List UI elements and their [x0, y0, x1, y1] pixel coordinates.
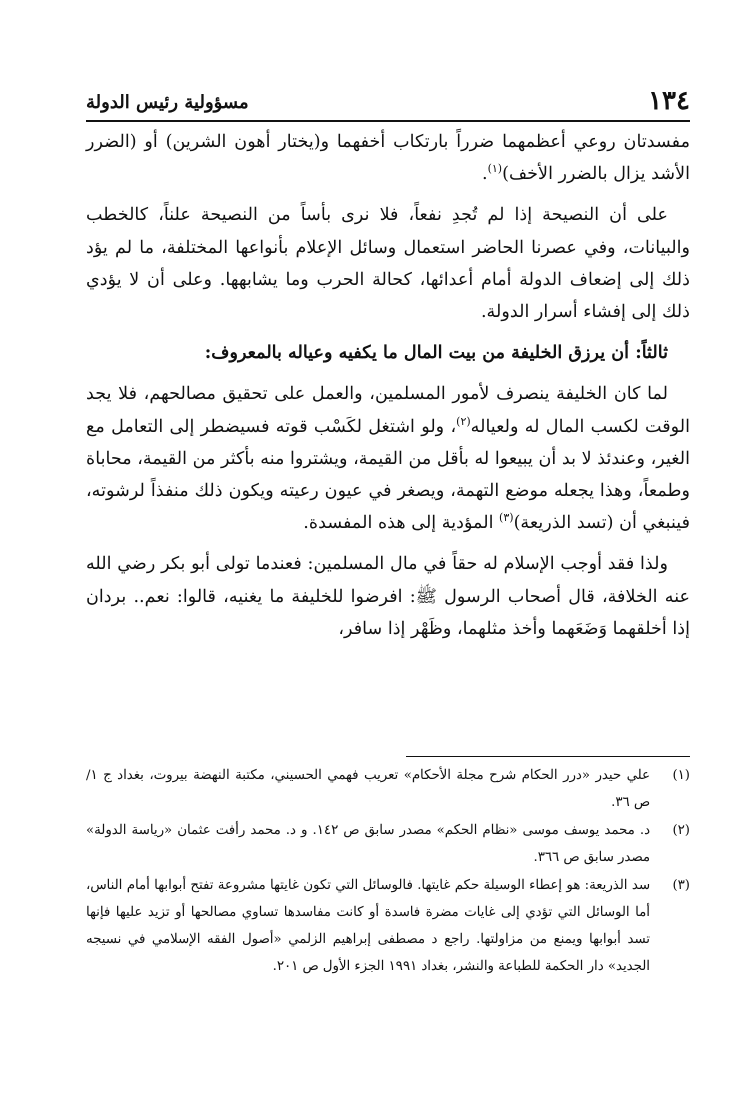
footnote-ref: (١): [487, 162, 503, 176]
running-title: مسؤولية رئيس الدولة: [86, 92, 249, 113]
footnote-text: علي حيدر «درر الحكام شرح مجلة الأحكام» تعريب فهمي الحسيني، مكتبة النهضة بيروت، بغداد ج ١/ ص ٣٦.: [86, 768, 650, 810]
paragraph: [86, 378, 690, 539]
section-heading: [86, 337, 690, 369]
footnote: [86, 762, 690, 816]
paragraph-text: مفسدتان روعي أعظمهما ضرراً بارتكاب أخفهما و(يختار أهون الشرين) أو (الضرر الأشد يزال بالضرر الأخف): [86, 132, 690, 185]
footnote-text: سد الذريعة: هو إعطاء الوسيلة حكم غايتها. فالوسائل التي تكون غايتها مشروعة تفتح أبوابها أمام الناس، أما الوسائل التي تؤدي إلى غايات مضرة فاسدة أو كانت مفاسدها تساوي مصالحها أو تزيد عليها فإنها تسد أبوابها ويمنع من مزاولتها. راجع د مصطفى إبراهيم الزلمي «أصول الفقه الإسلامي في نسيجه الجديد» دار الحكمة للطباعة والنشر، بغداد ١٩٩١ الجزء الأول ص ٢٠١.: [86, 878, 650, 974]
paragraph-text: ، ولو اشتغل لكَسْب قوته فسيضطر إلى التعامل مع الغير، وعندئذ لا بد أن يبيعوا له بأقل من القيمة، ويشتروا منه بأكثر من القيمة، محاباة وطمعاً، وهذا يجعله موضع التهمة، ويصغر في عيون رعيته ويكون ذلك منفذاً لرشوته، فينبغي أن (تسد الذريعة): [86, 416, 690, 534]
footnotes: [86, 762, 690, 981]
heading-text: أن يرزق الخليفة من بيت المال ما يكفيه وعياله بالمعروف:: [204, 342, 630, 364]
paragraph-end: .: [481, 164, 488, 185]
page-header: [86, 84, 690, 122]
paragraph: [86, 126, 690, 190]
footnote-text: د. محمد يوسف موسى «نظام الحكم» مصدر سابق ص ١٤٢. و د. محمد رأفت عثمان «رياسة الدولة» مصدر سابق ص ٣٦٦.: [86, 823, 650, 865]
paragraph-text: لما كان الخليفة ينصرف لأمور المسلمين، والعمل على تحقيق مصالحهم، فلا يجد الوقت لكسب المال له ولعياله: [86, 384, 690, 437]
footnote: [86, 817, 690, 871]
main-text: [86, 126, 690, 654]
paragraph: على أن النصيحة إذا لم تُجدِ نفعاً، فلا نرى بأساً من النصيحة علناً، كالخطب والبيانات، وفي عصرنا الحاضر استعمال وسائل الإعلام بأنواعها المختلفة، ما لم يؤد ذلك إلى إضعاف الدولة أمام أعدائها، كحالة الحرب وما يشابهها. وعلى أن لا يؤدي ذلك إلى إفشاء أسرار الدولة.: [86, 205, 690, 323]
footnote-ref: (٢): [456, 414, 471, 428]
footnote-number: (٢): [672, 823, 690, 838]
footnote-number: (٣): [672, 878, 690, 893]
paragraph-text: المؤدية إلى هذه المفسدة.: [303, 513, 500, 534]
footnote-divider: [406, 756, 690, 757]
footnote-number: (١): [672, 768, 690, 783]
paragraph: ولذا فقد أوجب الإسلام له حقاً في مال المسلمين: فعندما تولى أبو بكر رضي الله عنه الخلافة، قال أصحاب الرسول ﷺ: افرضوا للخليفة ما يغنيه، قالوا: نعم.. بردان إذا أخلقهما وَضَعَهما وأخذ مثلهما، وظَهْر إذا سافر،: [86, 554, 690, 639]
page-number: ١٣٤: [648, 86, 690, 116]
heading-lead: ثالثاً:: [635, 342, 668, 364]
footnote-ref: (٣): [499, 511, 514, 525]
footnote: [86, 872, 690, 980]
